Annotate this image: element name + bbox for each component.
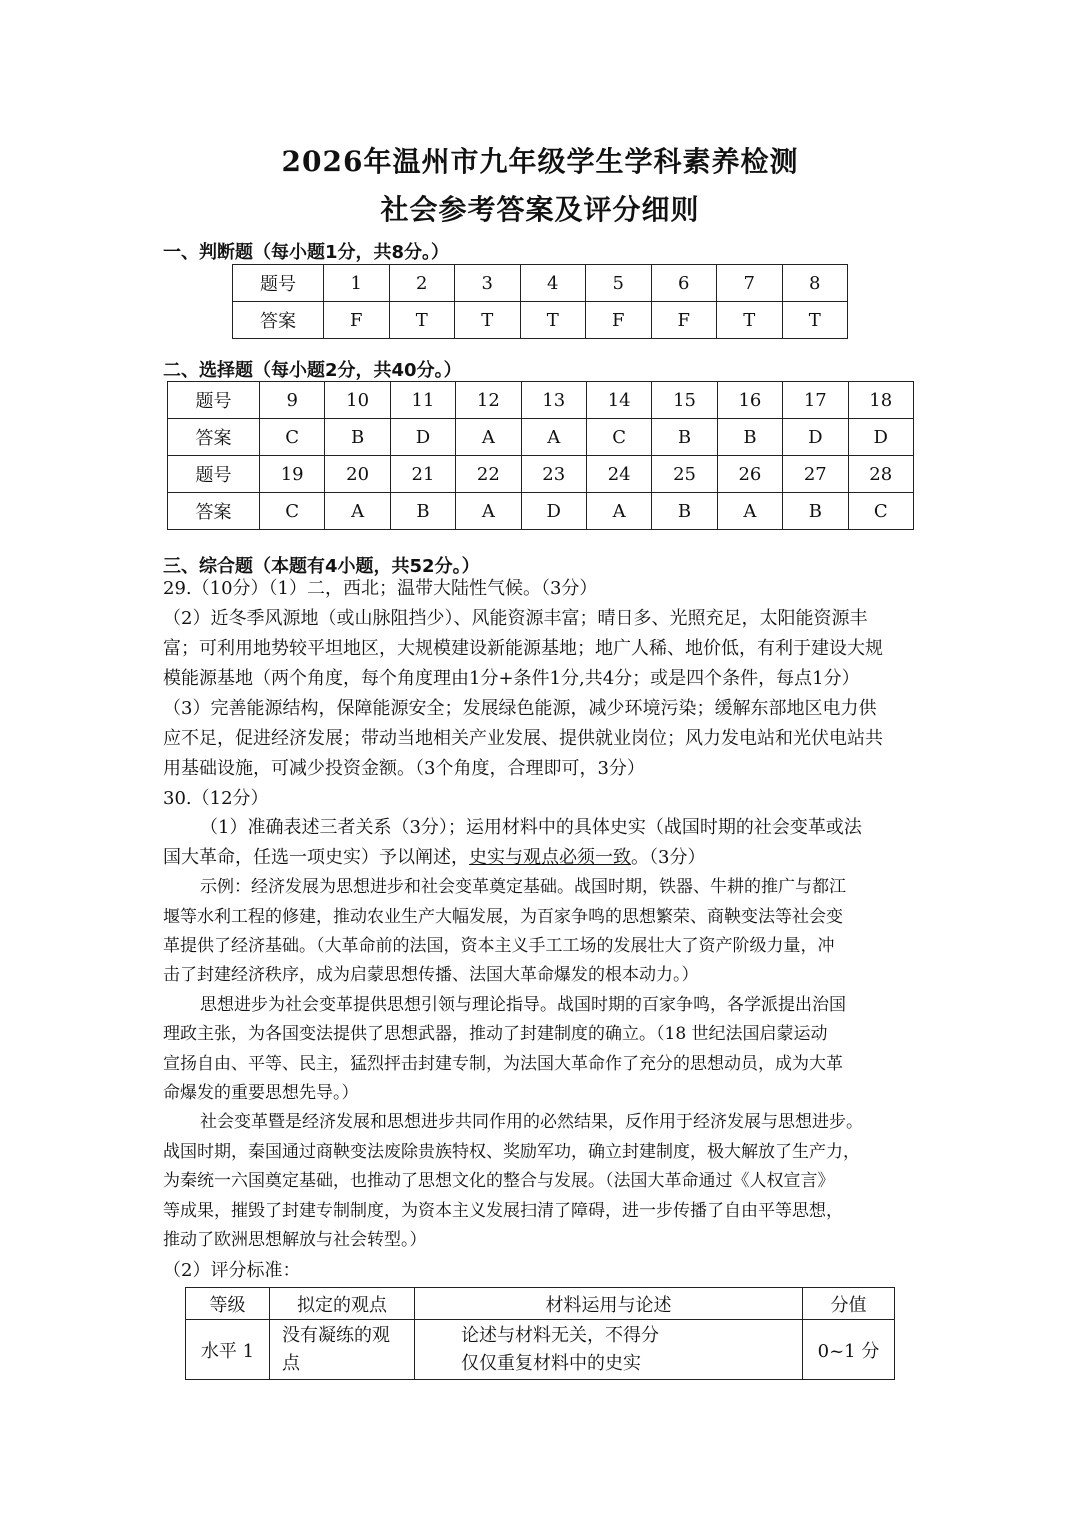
- question-number: 20: [325, 456, 390, 493]
- example-line: 为秦统一六国奠定基础，也推动了思想文化的整合与发展。（法国大革命通过《人权宣言》: [163, 1171, 835, 1191]
- answer-cell: F: [586, 302, 652, 339]
- question-number: 16: [717, 382, 782, 419]
- question-number: 2: [389, 265, 455, 302]
- example-line: 社会变革暨是经济发展和思想进步共同作用的必然结果，反作用于经济发展与思想进步。: [200, 1112, 863, 1132]
- q29-line: （3）完善能源结构，保障能源安全；发展绿色能源，减少环境污染；缓解东部地区电力供: [163, 698, 877, 719]
- example-line: 堰等水利工程的修建，推动农业生产大幅发展，为百家争鸣的思想繁荣、商鞅变法等社会变: [163, 907, 843, 927]
- answer-cell: C: [260, 493, 325, 530]
- answer-cell: F: [324, 302, 390, 339]
- rubric-header: 材料运用与论述: [415, 1288, 803, 1320]
- example-line: 命爆发的重要思想先导。）: [163, 1083, 359, 1103]
- answer-cell: A: [586, 493, 651, 530]
- q29-line: （2）近冬季风源地（或山脉阻挡少）、风能资源丰富；晴日多、光照充足，太阳能资源丰: [163, 608, 868, 629]
- example-line: 示例：经济发展为思想进步和社会变革奠定基础。战国时期，铁器、牛耕的推广与都江: [200, 877, 846, 897]
- section2-answer-row: [168, 419, 914, 456]
- answer-cell: D: [783, 419, 848, 456]
- q29-line: 模能源基地（两个角度，每个角度理由1分+条件1分,共4分；或是四个条件，每点1分）: [163, 668, 860, 689]
- question-number: 7: [717, 265, 783, 302]
- answer-cell: D: [390, 419, 455, 456]
- rubric-row: [186, 1320, 895, 1380]
- q30-part1-text: 国大革命，任选一项史实）予以阐述，: [163, 847, 469, 868]
- question-number: 12: [456, 382, 521, 419]
- section2-answer-row: [168, 493, 914, 530]
- rubric-score: 0~1 分: [803, 1320, 895, 1380]
- question-number: 1: [324, 265, 390, 302]
- example-line: 思想进步为社会变革提供思想引领与理论指导。战国时期的百家争鸣，各学派提出治国: [200, 995, 846, 1015]
- question-number: 4: [520, 265, 586, 302]
- row-label: 答案: [168, 493, 260, 530]
- answer-cell: D: [521, 493, 586, 530]
- question-number: 5: [586, 265, 652, 302]
- question-number: 11: [390, 382, 455, 419]
- section1-number-row: [233, 265, 848, 302]
- document-subtitle: 社会参考答案及评分细则: [380, 193, 700, 226]
- question-number: 24: [586, 456, 651, 493]
- rubric-header: 拟定的观点: [270, 1288, 415, 1320]
- example-line: 理政主张，为各国变法提供了思想武器，推动了封建制度的确立。（18 世纪法国启蒙运动: [163, 1024, 828, 1044]
- answer-cell: B: [325, 419, 390, 456]
- question-number: 13: [521, 382, 586, 419]
- row-label: 答案: [233, 302, 324, 339]
- answer-cell: B: [652, 493, 717, 530]
- example-line: 击了封建经济秩序，成为启蒙思想传播、法国大革命爆发的根本动力。）: [163, 965, 699, 985]
- section1-table: [232, 264, 848, 339]
- section3-heading: 三、综合题（本题有4小题，共52分。）: [163, 556, 480, 577]
- section1-answer-row: [233, 302, 848, 339]
- rubric-usage-line: 论述与材料无关，不得分: [461, 1324, 659, 1346]
- question-number: 26: [717, 456, 782, 493]
- question-number: 28: [848, 456, 913, 493]
- rubric-table: [185, 1287, 895, 1380]
- row-label: 题号: [168, 382, 260, 419]
- answer-cell: T: [782, 302, 848, 339]
- section2-heading: 二、选择题（每小题2分，共40分。）: [163, 360, 462, 381]
- example-line: 推动了欧洲思想解放与社会转型。）: [163, 1230, 427, 1250]
- q30-part1-score: 。（3分）: [631, 847, 706, 868]
- section1-heading: 一、判断题（每小题1分，共8分。）: [163, 242, 450, 263]
- question-number: 18: [848, 382, 913, 419]
- section2-number-row: [168, 382, 914, 419]
- answer-cell: T: [389, 302, 455, 339]
- answer-cell: D: [848, 419, 913, 456]
- answer-cell: B: [652, 419, 717, 456]
- q29-line: 用基础设施，可减少投资金额。（3个角度，合理即可，3分）: [163, 758, 645, 779]
- rubric-header-row: [186, 1288, 895, 1320]
- answer-cell: T: [717, 302, 783, 339]
- answer-cell: A: [325, 493, 390, 530]
- question-number: 10: [325, 382, 390, 419]
- question-number: 17: [783, 382, 848, 419]
- question-number: 23: [521, 456, 586, 493]
- answer-cell: A: [456, 493, 521, 530]
- question-number: 8: [782, 265, 848, 302]
- section2-table: [167, 381, 914, 530]
- answer-cell: C: [260, 419, 325, 456]
- answer-cell: A: [456, 419, 521, 456]
- answer-cell: T: [455, 302, 521, 339]
- answer-cell: B: [717, 419, 782, 456]
- q30-part1-line: [163, 843, 923, 873]
- answer-cell: C: [848, 493, 913, 530]
- question-number: 6: [651, 265, 717, 302]
- question-number: 22: [456, 456, 521, 493]
- rubric-usage-line: 仅仅重复材料中的史实: [461, 1352, 641, 1374]
- answer-cell: A: [521, 419, 586, 456]
- row-label: 答案: [168, 419, 260, 456]
- answer-cell: B: [390, 493, 455, 530]
- question-number: 21: [390, 456, 455, 493]
- question-number: 27: [783, 456, 848, 493]
- question-number: 15: [652, 382, 717, 419]
- example-line: 宣扬自由、平等、民主，猛烈抨击封建专制，为法国大革命作了充分的思想动员，成为大革: [163, 1054, 843, 1074]
- example-line: 革提供了经济基础。（大革命前的法国，资本主义手工工场的发展壮大了资产阶级力量，冲: [163, 936, 835, 956]
- example-line: 战国时期，秦国通过商鞅变法废除贵族特权、奖励军功，确立封建制度，极大解放了生产力，: [163, 1142, 860, 1162]
- rubric-level: 水平 1: [186, 1320, 270, 1380]
- answer-cell: C: [586, 419, 651, 456]
- q29-line: 29.（10分）（1）二，西北；温带大陆性气候。（3分）: [163, 578, 598, 599]
- answer-cell: F: [651, 302, 717, 339]
- document-title: 2026年温州市九年级学生学科素养检测: [281, 145, 799, 178]
- question-number: 25: [652, 456, 717, 493]
- question-number: 19: [260, 456, 325, 493]
- q29-line: 应不足，促进经济发展；带动当地相关产业发展、提供就业岗位；风力发电站和光伏电站共: [163, 728, 883, 749]
- q29-line: 富；可利用地势较平坦地区，大规模建设新能源基地；地广人稀、地价低，有利于建设大规: [163, 638, 883, 659]
- q30-part1-line: （1）准确表述三者关系（3分）；运用材料中的具体史实（战国时期的社会变革或法: [200, 817, 862, 838]
- section2-number-row: [168, 456, 914, 493]
- rubric-viewpoint: 没有凝练的观点: [270, 1320, 415, 1380]
- question-number: 3: [455, 265, 521, 302]
- answer-cell: A: [717, 493, 782, 530]
- row-label: 题号: [233, 265, 324, 302]
- rubric-header: 分值: [803, 1288, 895, 1320]
- example-line: 等成果，摧毁了封建专制制度，为资本主义发展扫清了障碍，进一步传播了自由平等思想，: [163, 1201, 843, 1221]
- q30-part2-heading: （2）评分标准：: [163, 1260, 301, 1281]
- row-label: 题号: [168, 456, 260, 493]
- question-number: 14: [586, 382, 651, 419]
- rubric-usage: [415, 1320, 803, 1380]
- question-number: 9: [260, 382, 325, 419]
- rubric-header: 等级: [186, 1288, 270, 1320]
- answer-cell: B: [783, 493, 848, 530]
- answer-cell: T: [520, 302, 586, 339]
- q30-heading: 30.（12分）: [163, 788, 269, 809]
- q30-underlined-requirement: 史实与观点必须一致: [469, 847, 631, 868]
